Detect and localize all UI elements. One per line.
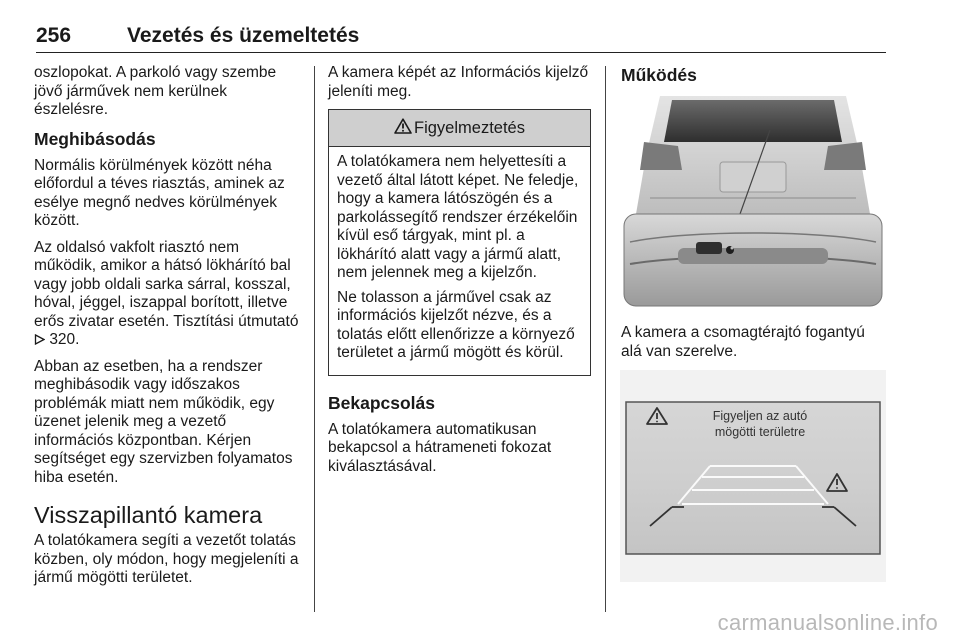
- section-heading-camera: Visszapillantó kamera: [34, 502, 263, 528]
- screen-message-line: mögötti területre: [714, 425, 806, 439]
- warning-body: [329, 147, 590, 375]
- footer-watermark: carmanualsonline.info: [717, 610, 938, 635]
- figure-caption: A kamera a csomagtérajtó fogantyú alá van szerelve.: [621, 324, 865, 360]
- column-middle: [328, 64, 591, 484]
- page-number: 256: [36, 24, 72, 47]
- warning-box: [328, 109, 591, 376]
- column-right: [621, 64, 886, 93]
- paragraph-text: Az oldalsó vakfolt riasztó nem működik, amikor a hátsó lökhárító bal vagy jobb oldali sarka sárral, kosszal, hóval, jéggel, iszappal borított, illetve erős zivatar esetén. Tisztítási útmutató: [34, 238, 299, 330]
- paragraph: A kamera képét az Információs kijelző jeleníti meg.: [328, 64, 589, 100]
- paragraph: A tolatókamera segíti a vezetőt tolatás közben, oly módon, hogy megjeleníti a jármű mögötti területet.: [34, 532, 299, 586]
- camera-display-figure: [620, 370, 886, 582]
- section-heading-fault: Meghibásodás: [34, 128, 156, 149]
- warning-paragraph: A tolatókamera nem helyettesíti a vezető által látott képet. Ne feledje, hogy a kamera látószögén és a parkolássegítő rendszer érzékelőin kívül eső tárgyak, mint pl. a lökhárító alatt vagy a jármű alatt, nem jelennek meg a kijelzőn.: [337, 153, 579, 281]
- chapter-title: Vezetés és üzemeltetés: [127, 24, 360, 47]
- page-header: [36, 18, 886, 53]
- screen-message-line: Figyeljen az autó: [712, 409, 808, 423]
- page-reference-link[interactable]: 320.: [49, 331, 80, 348]
- paragraph: Normális körülmények között néha előfordul a téves riasztás, aminek az esélye megnő nedves körülmények között.: [34, 156, 285, 229]
- warning-title: Figyelmeztetés: [414, 118, 525, 137]
- warning-triangle-icon: [394, 118, 414, 139]
- column-divider: [314, 66, 315, 612]
- column-divider: [605, 66, 606, 612]
- figure-caption-block: [621, 324, 886, 369]
- rear-camera-location-figure: [620, 96, 886, 308]
- warning-header: [329, 110, 590, 147]
- paragraph: Abban az esetben, ha a rendszer meghibásodik vagy időszakos problémák miatt nem működik, egy üzenet jelenik meg a vezető információs központban. Kérjen segítséget egy szervizben folyamatos hiba esetén.: [34, 357, 293, 486]
- paragraph: oszlopokat. A parkoló vagy szembe jövő járművek nem kerülnek észlelésre.: [34, 64, 277, 118]
- reference-arrow-icon: [34, 331, 45, 348]
- paragraph: A tolatókamera automatikusan bekapcsol a hátrameneti fokozat kiválasztásával.: [328, 420, 552, 475]
- paragraph-with-reference: [34, 239, 302, 350]
- column-left: [34, 64, 302, 596]
- warning-paragraph: Ne tolasson a járművel csak az információs kijelzőt nézve, és a tolatás előtt ellenőrizze a környező területet a jármű mögött és körül.: [337, 288, 575, 361]
- section-heading-operation: Működés: [621, 65, 697, 85]
- section-heading-switch-on: Bekapcsolás: [328, 392, 436, 413]
